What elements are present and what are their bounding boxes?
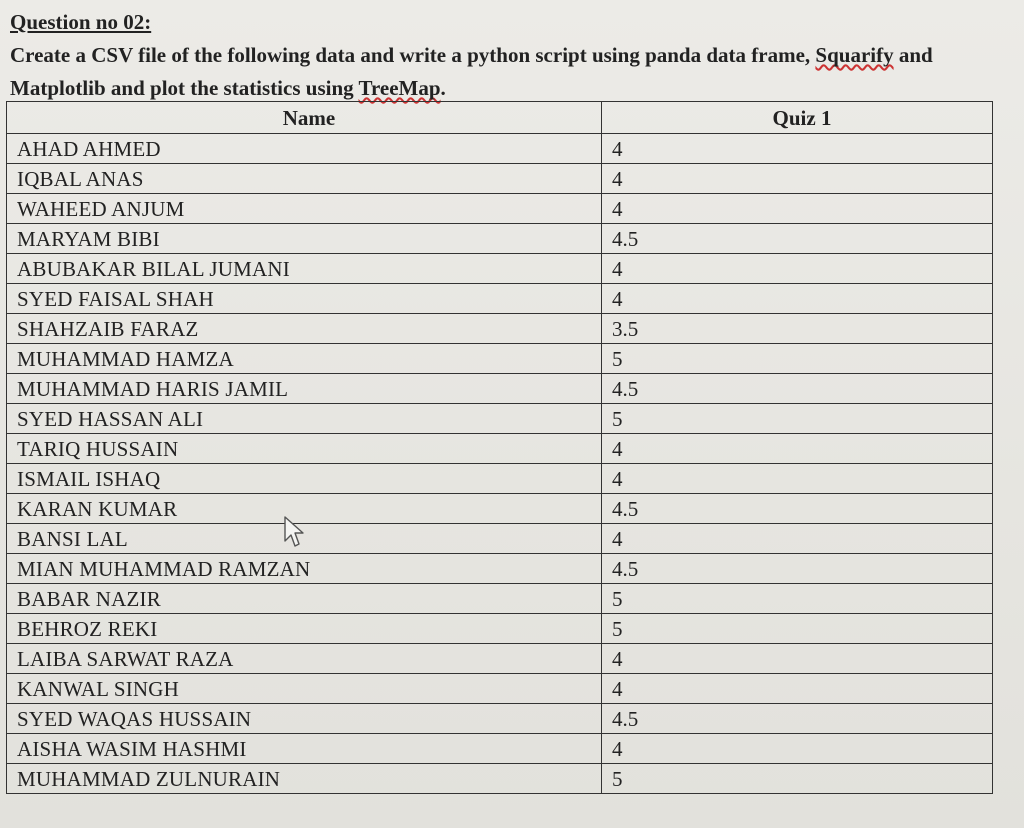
- quiz-score-cell: 4: [602, 284, 993, 314]
- table-row: [7, 614, 993, 644]
- spellcheck-word-treemap: TreeMap: [358, 76, 441, 100]
- student-name-cell: AISHA WASIM HASHMI: [7, 734, 602, 764]
- student-name-cell: WAHEED ANJUM: [7, 194, 602, 224]
- quiz-score-cell: 4: [602, 134, 993, 164]
- quiz-score-cell: 4.5: [602, 704, 993, 734]
- student-name-cell: KANWAL SINGH: [7, 674, 602, 704]
- student-name-cell: SYED FAISAL SHAH: [7, 284, 602, 314]
- question-title: Question no 02:: [10, 10, 152, 34]
- table-row: [7, 134, 993, 164]
- spellcheck-word-squarify: Squarify: [815, 43, 894, 67]
- table-row: [7, 734, 993, 764]
- student-name-cell: SYED WAQAS HUSSAIN: [7, 704, 602, 734]
- quiz-score-cell: 5: [602, 344, 993, 374]
- student-name-cell: SHAHZAIB FARAZ: [7, 314, 602, 344]
- student-name-cell: MUHAMMAD ZULNURAIN: [7, 764, 602, 794]
- quiz-score-cell: 4: [602, 254, 993, 284]
- question-text: [10, 39, 1020, 105]
- student-name-cell: KARAN KUMAR: [7, 494, 602, 524]
- table-row: [7, 194, 993, 224]
- quiz-score-cell: 4: [602, 164, 993, 194]
- table-row: [7, 674, 993, 704]
- quiz-score-cell: 4: [602, 734, 993, 764]
- student-name-cell: ABUBAKAR BILAL JUMANI: [7, 254, 602, 284]
- quiz-score-cell: 4.5: [602, 374, 993, 404]
- question-text-part: .: [440, 76, 446, 100]
- quiz-score-cell: 4: [602, 434, 993, 464]
- table-header-row: [7, 102, 993, 134]
- student-name-cell: LAIBA SARWAT RAZA: [7, 644, 602, 674]
- question-heading: [10, 6, 1020, 105]
- quiz-score-cell: 4: [602, 194, 993, 224]
- table-row: [7, 344, 993, 374]
- table-row: [7, 464, 993, 494]
- quiz-score-cell: 4: [602, 674, 993, 704]
- table-row: [7, 164, 993, 194]
- column-header-name: Name: [7, 102, 602, 134]
- table-row: [7, 374, 993, 404]
- quiz-score-cell: 4.5: [602, 494, 993, 524]
- table-row: [7, 524, 993, 554]
- student-name-cell: MARYAM BIBI: [7, 224, 602, 254]
- student-name-cell: MUHAMMAD HAMZA: [7, 344, 602, 374]
- quiz-score-cell: 4: [602, 524, 993, 554]
- table-row: [7, 704, 993, 734]
- quiz-table: [6, 101, 993, 794]
- student-name-cell: IQBAL ANAS: [7, 164, 602, 194]
- student-name-cell: SYED HASSAN ALI: [7, 404, 602, 434]
- question-text-part: Create a CSV file of the following data and write a python script using panda data frame,: [10, 43, 816, 67]
- table-row: [7, 434, 993, 464]
- table-row: [7, 584, 993, 614]
- quiz-score-cell: 5: [602, 614, 993, 644]
- student-name-cell: MIAN MUHAMMAD RAMZAN: [7, 554, 602, 584]
- quiz-score-cell: 4: [602, 644, 993, 674]
- student-name-cell: BANSI LAL: [7, 524, 602, 554]
- quiz-score-cell: 5: [602, 404, 993, 434]
- table-row: [7, 404, 993, 434]
- quiz-score-cell: 4.5: [602, 554, 993, 584]
- student-name-cell: AHAD AHMED: [7, 134, 602, 164]
- student-name-cell: ISMAIL ISHAQ: [7, 464, 602, 494]
- table-row: [7, 554, 993, 584]
- quiz-score-cell: 5: [602, 584, 993, 614]
- table-row: [7, 224, 993, 254]
- student-name-cell: BABAR NAZIR: [7, 584, 602, 614]
- quiz-score-cell: 3.5: [602, 314, 993, 344]
- student-name-cell: TARIQ HUSSAIN: [7, 434, 602, 464]
- table-row: [7, 494, 993, 524]
- table-row: [7, 314, 993, 344]
- student-name-cell: BEHROZ REKI: [7, 614, 602, 644]
- table-row: [7, 284, 993, 314]
- column-header-quiz: Quiz 1: [602, 102, 993, 134]
- quiz-score-cell: 5: [602, 764, 993, 794]
- question-text-part: Matplotlib and plot the statistics using: [10, 76, 359, 100]
- table-row: [7, 764, 993, 794]
- quiz-score-cell: 4: [602, 464, 993, 494]
- table-row: [7, 254, 993, 284]
- student-name-cell: MUHAMMAD HARIS JAMIL: [7, 374, 602, 404]
- question-text-part: and: [893, 43, 933, 67]
- table-body: [7, 134, 993, 794]
- table-row: [7, 644, 993, 674]
- mouse-pointer-icon: [283, 515, 305, 549]
- quiz-score-cell: 4.5: [602, 224, 993, 254]
